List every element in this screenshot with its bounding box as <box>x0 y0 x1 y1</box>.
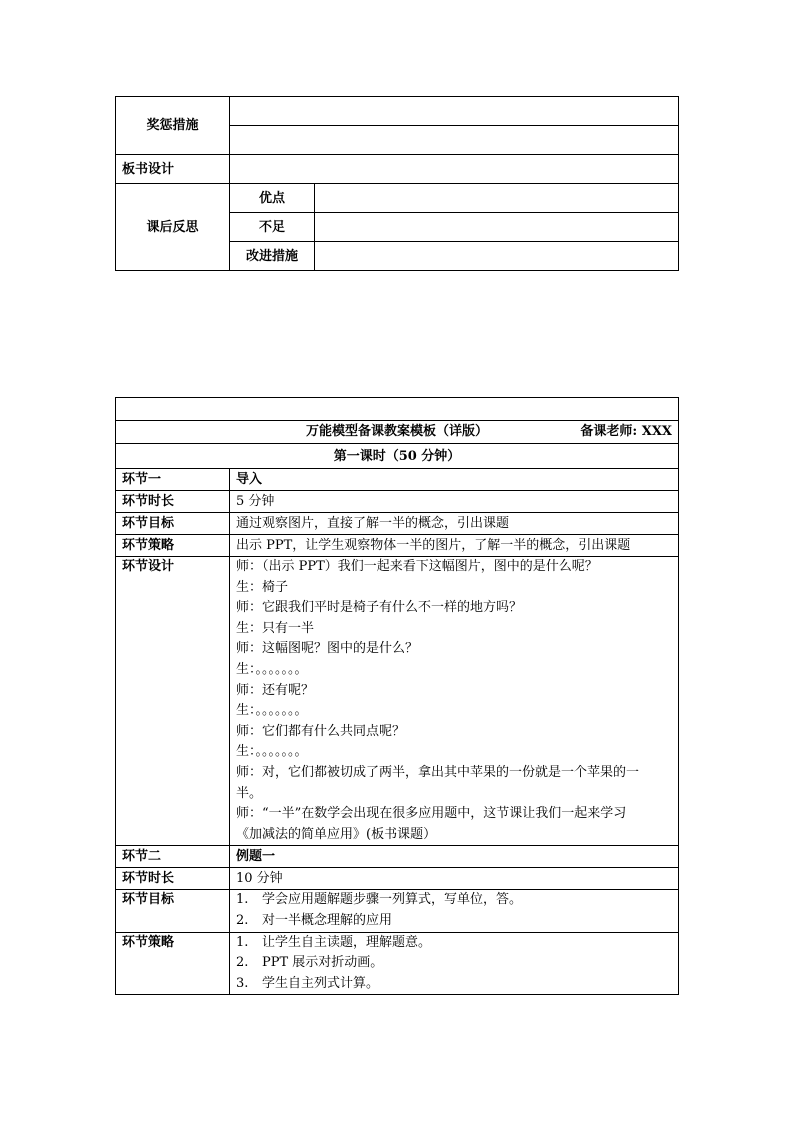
row-value: 例题一 <box>230 846 679 868</box>
dialogue-line: 生：只有一半 <box>236 620 315 636</box>
row-label: 环节一 <box>116 469 230 491</box>
reward-cell-1[interactable] <box>230 97 679 126</box>
dialogue-line: 师：这幅图呢？图中的是什么？ <box>236 641 419 657</box>
row-label: 环节设计 <box>116 557 230 846</box>
design-dialogue <box>230 557 679 846</box>
dialogue-line: 半。 <box>236 785 263 801</box>
dialogue-line: 《加减法的简单应用》(板书课题） <box>236 826 437 842</box>
weakness-label: 不足 <box>230 213 315 242</box>
list-item: 3. 学生自主列式计算。 <box>236 975 380 991</box>
weakness-cell[interactable] <box>315 213 679 242</box>
lesson-plan-table <box>115 397 679 995</box>
row-value: 通过观察图片，直接了解一半的概念，引出课题 <box>230 513 679 535</box>
list-item: 2. 对一半概念理解的应用 <box>236 912 393 928</box>
row-value: 导入 <box>230 469 679 491</box>
dialogue-line: 生：。。。。。。。 <box>236 744 308 760</box>
row-label: 环节二 <box>116 846 230 868</box>
row-label: 环节目标 <box>116 890 230 932</box>
row-label: 环节时长 <box>116 868 230 890</box>
blank-header-row <box>116 398 679 421</box>
board-label: 板书设计 <box>116 155 230 184</box>
list-item: 2. PPT 展示对折动画。 <box>236 955 384 971</box>
goals-list <box>230 890 679 932</box>
reflection-label: 课后反思 <box>116 184 230 271</box>
dialogue-line: 师：还有呢？ <box>236 682 315 698</box>
list-item: 1. 让学生自主读题，理解题意。 <box>236 934 432 950</box>
dialogue-line: 师：它们都有什么共同点呢？ <box>236 723 406 739</box>
row-label: 环节目标 <box>116 513 230 535</box>
strengths-label: 优点 <box>230 184 315 213</box>
improve-cell[interactable] <box>315 242 679 271</box>
strategy-list <box>230 932 679 995</box>
strengths-cell[interactable] <box>315 184 679 213</box>
reflection-table <box>115 96 679 271</box>
teacher-name: 备课老师: XXX <box>580 424 672 439</box>
dialogue-line: 师：（出示 PPT）我们一起来看下这幅图片，图中的是什么呢？ <box>236 559 598 574</box>
dialogue-line: 师：“一半”在数学会出现在很多应用题中，这节课让我们一起来学习 <box>236 806 627 822</box>
row-value: 5 分钟 <box>230 491 679 513</box>
period-row: 第一课时（50 分钟） <box>116 444 679 469</box>
reward-cell-2[interactable] <box>230 126 679 155</box>
row-label: 环节策略 <box>116 535 230 557</box>
row-value: 10 分钟 <box>230 868 679 890</box>
row-label: 环节时长 <box>116 491 230 513</box>
dialogue-line: 生：。。。。。。。 <box>236 661 308 677</box>
dialogue-line: 生：。。。。。。。 <box>236 703 308 719</box>
lesson-title: 万能模型备课教案模板（详版） <box>305 424 488 439</box>
row-value: 出示 PPT，让学生观察物体一半的图片，了解一半的概念，引出课题 <box>230 535 679 557</box>
dialogue-line: 生：椅子 <box>236 579 289 595</box>
board-cell[interactable] <box>230 155 679 184</box>
dialogue-line: 师：对，它们都被切成了两半，拿出其中苹果的一份就是一个苹果的一 <box>236 764 640 780</box>
title-row <box>116 421 679 444</box>
dialogue-line: 师：它跟我们平时是椅子有什么不一样的地方吗？ <box>236 600 523 616</box>
row-label: 环节策略 <box>116 932 230 995</box>
list-item: 1. 学会应用题解题步骤一列算式，写单位，答。 <box>236 892 523 908</box>
reward-label: 奖惩措施 <box>116 97 230 155</box>
improve-label: 改进措施 <box>230 242 315 271</box>
